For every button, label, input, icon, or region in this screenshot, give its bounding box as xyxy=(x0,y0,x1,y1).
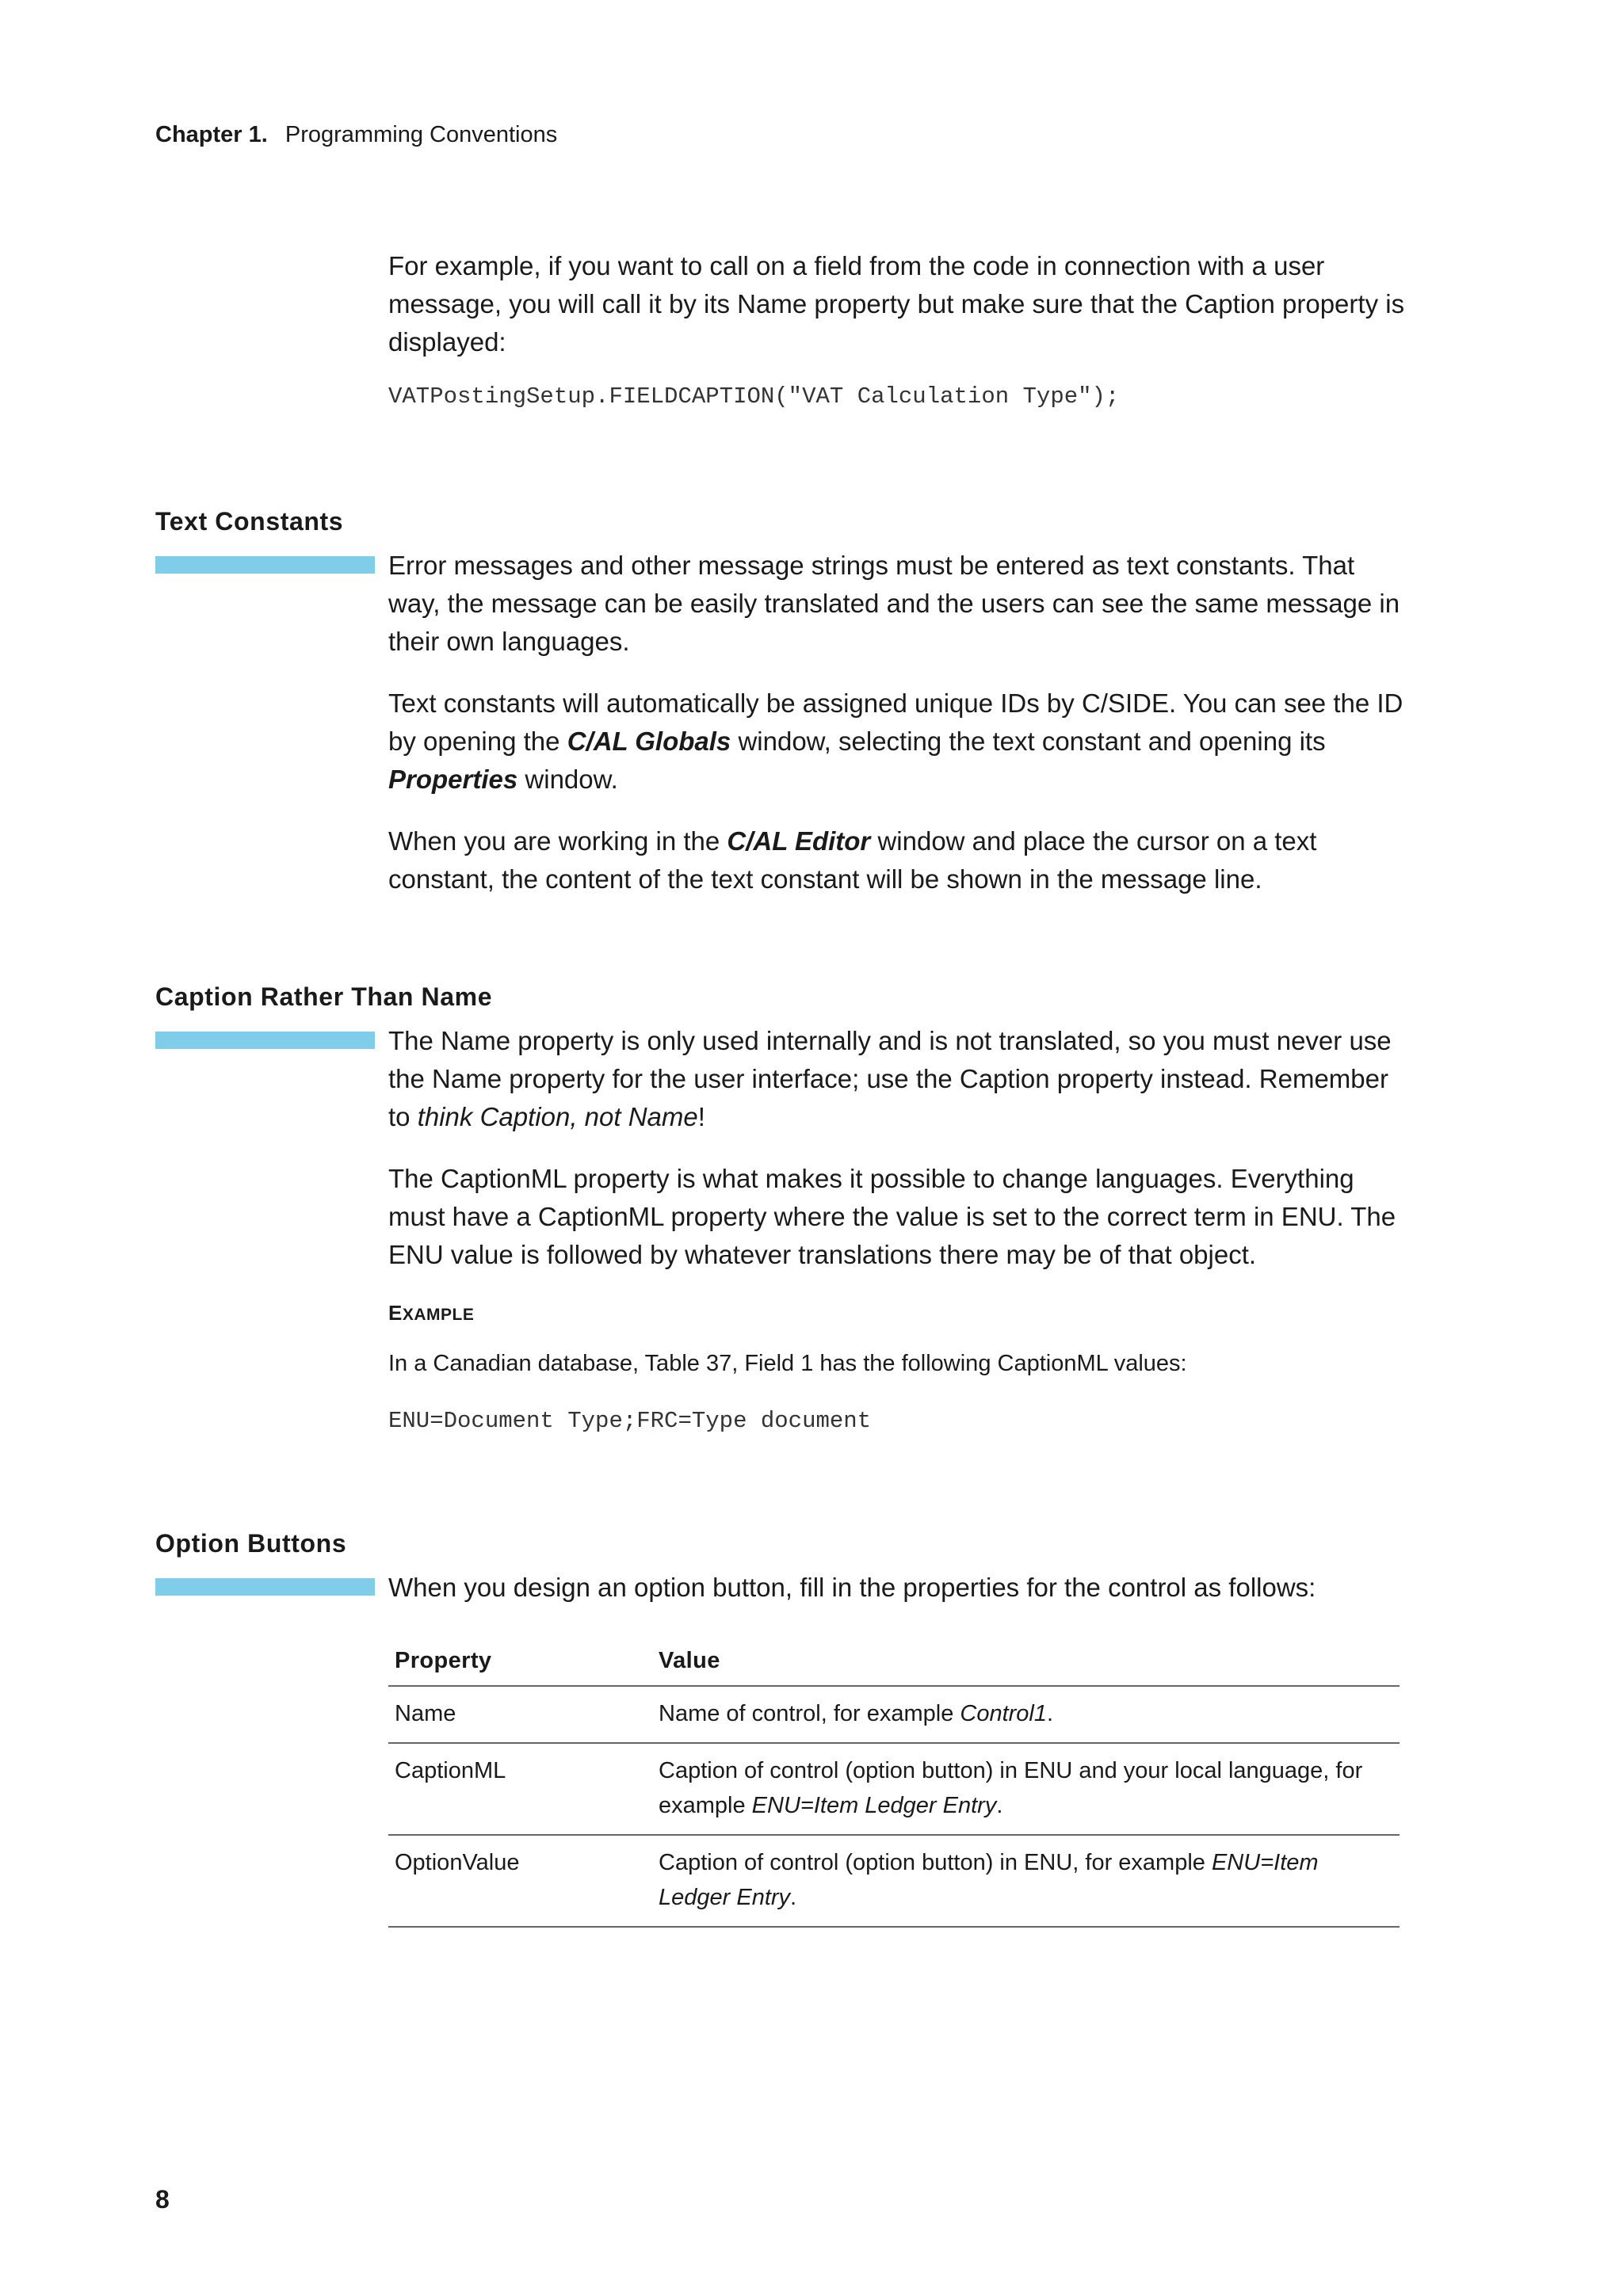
caption-p2: The CaptionML property is what makes it possible to change languages. Everything must have a CaptionML property where the value is set to the correct term in ENU. The ENU value is followed by whatever translations there may be of that object. xyxy=(388,1164,1396,1269)
table-row xyxy=(388,1686,1400,1743)
text-constants-p3: When you are working in the C/AL Editor window and place the cursor on a text constant, the content of the text constant will be shown in the message line. xyxy=(388,826,1317,894)
option-buttons-p1: When you design an option button, fill in the properties for the control as follows: xyxy=(388,1573,1316,1602)
column-header-property: Property xyxy=(388,1638,652,1686)
caption-heading: Caption Rather Than Name xyxy=(155,982,493,1011)
value-cell: Caption of control (option button) in ENU and your local language, for example ENU=Item Ledger Entry. xyxy=(652,1743,1400,1835)
text-constants-body xyxy=(388,547,1406,898)
property-cell: CaptionML xyxy=(388,1743,652,1835)
page-number: 8 xyxy=(155,2185,170,2214)
section-accent-bar xyxy=(155,1578,375,1596)
value-cell: Caption of control (option button) in ENU, for example ENU=Item Ledger Entry. xyxy=(652,1835,1400,1927)
text-constants-p1: Error messages and other message strings must be entered as text constants. That way, the message can be easily translated and the users can see the same message in their own languages. xyxy=(388,551,1400,656)
caption-body xyxy=(388,1022,1406,1434)
property-cell: Name xyxy=(388,1686,652,1743)
option-buttons-heading: Option Buttons xyxy=(155,1529,347,1558)
table-header-row xyxy=(388,1638,1400,1686)
table-row xyxy=(388,1835,1400,1927)
running-header xyxy=(155,120,557,149)
example-label: EXAMPLE xyxy=(388,1301,475,1325)
text-constants-p2: Text constants will automatically be assigned unique IDs by C/SIDE. You can see the ID by opening the C/AL Globals window, selecting the text constant and opening its Properties window. xyxy=(388,688,1403,794)
text-constants-heading: Text Constants xyxy=(155,507,344,536)
caption-p1: The Name property is only used internally and is not translated, so you must never use the Name property for the user interface; use the Caption property instead. Remember to think Caption, not Name! xyxy=(388,1026,1392,1131)
example-code: ENU=Document Type;FRC=Type document xyxy=(388,1408,872,1434)
intro-code: VATPostingSetup.FIELDCAPTION("VAT Calculation Type"); xyxy=(388,383,1120,410)
value-cell: Name of control, for example Control1. xyxy=(652,1686,1400,1743)
option-buttons-body xyxy=(388,1569,1406,1607)
section-accent-bar xyxy=(155,556,375,574)
table-row xyxy=(388,1743,1400,1835)
properties-table xyxy=(388,1638,1400,1928)
chapter-number: Chapter 1. xyxy=(155,122,268,147)
section-accent-bar xyxy=(155,1032,375,1049)
property-cell: OptionValue xyxy=(388,1835,652,1927)
example-text: In a Canadian database, Table 37, Field 1 has the following CaptionML values: xyxy=(388,1351,1187,1376)
chapter-title: Programming Conventions xyxy=(285,122,558,147)
intro-paragraph: For example, if you want to call on a field from the code in connection with a user message, you will call it by its Name property but make sure that the Caption property is displayed: xyxy=(388,251,1405,357)
column-header-value: Value xyxy=(652,1638,1400,1686)
intro-section xyxy=(388,247,1406,410)
